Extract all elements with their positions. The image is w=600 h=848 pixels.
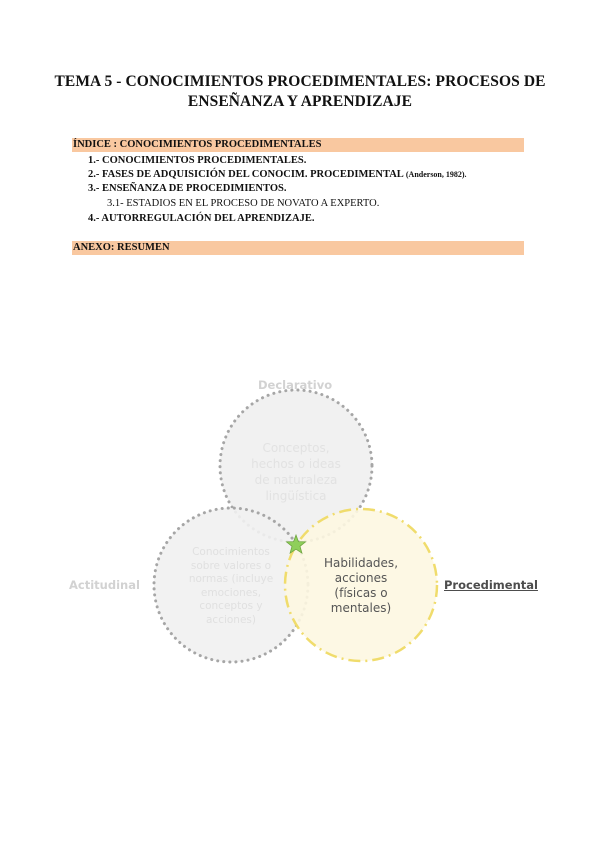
procedimental-label[interactable]: Procedimental: [444, 578, 538, 592]
annex-header: ANEXO: RESUMEN: [72, 241, 524, 255]
index-header: ÍNDICE : CONOCIMIENTOS PROCEDIMENTALES: [72, 138, 524, 152]
index-item-2-label: 2.- FASES DE ADQUISICIÓN DEL CONOCIM. PROCEDIMENTAL: [88, 169, 406, 180]
declarativo-label: Declarativo: [258, 378, 333, 392]
index-item-3[interactable]: 3.- ENSEÑANZA DE PROCEDIMIENTOS.: [88, 183, 287, 194]
title-line-1: TEMA 5 - CONOCIMIENTOS PROCEDIMENTALES: PROCESOS DE: [54, 73, 546, 90]
declarativo-circle-text: Conceptos, hechos o ideas de naturaleza lingüística: [251, 441, 341, 503]
title-line-2: ENSEÑANZA Y APRENDIZAJE: [187, 93, 413, 110]
index-item-1[interactable]: 1.- CONOCIMIENTOS PROCEDIMENTALES.: [88, 155, 307, 166]
procedimental-circle-text: Habilidades, acciones (físicas o mentales): [323, 556, 399, 615]
index-item-2-citation: (Anderson, 1982).: [405, 170, 467, 179]
actitudinal-circle-text: Conocimientos sobre valores o normas (incluye emociones, conceptos y acciones): [188, 546, 274, 626]
actitudinal-label: Actitudinal: [69, 578, 140, 592]
index-item-3-1[interactable]: 3.1- ESTADIOS EN EL PROCESO DE NOVATO A EXPERTO.: [107, 198, 380, 209]
index-item-4[interactable]: 4.- AUTORREGULACIÓN DEL APRENDIZAJE.: [88, 213, 315, 224]
